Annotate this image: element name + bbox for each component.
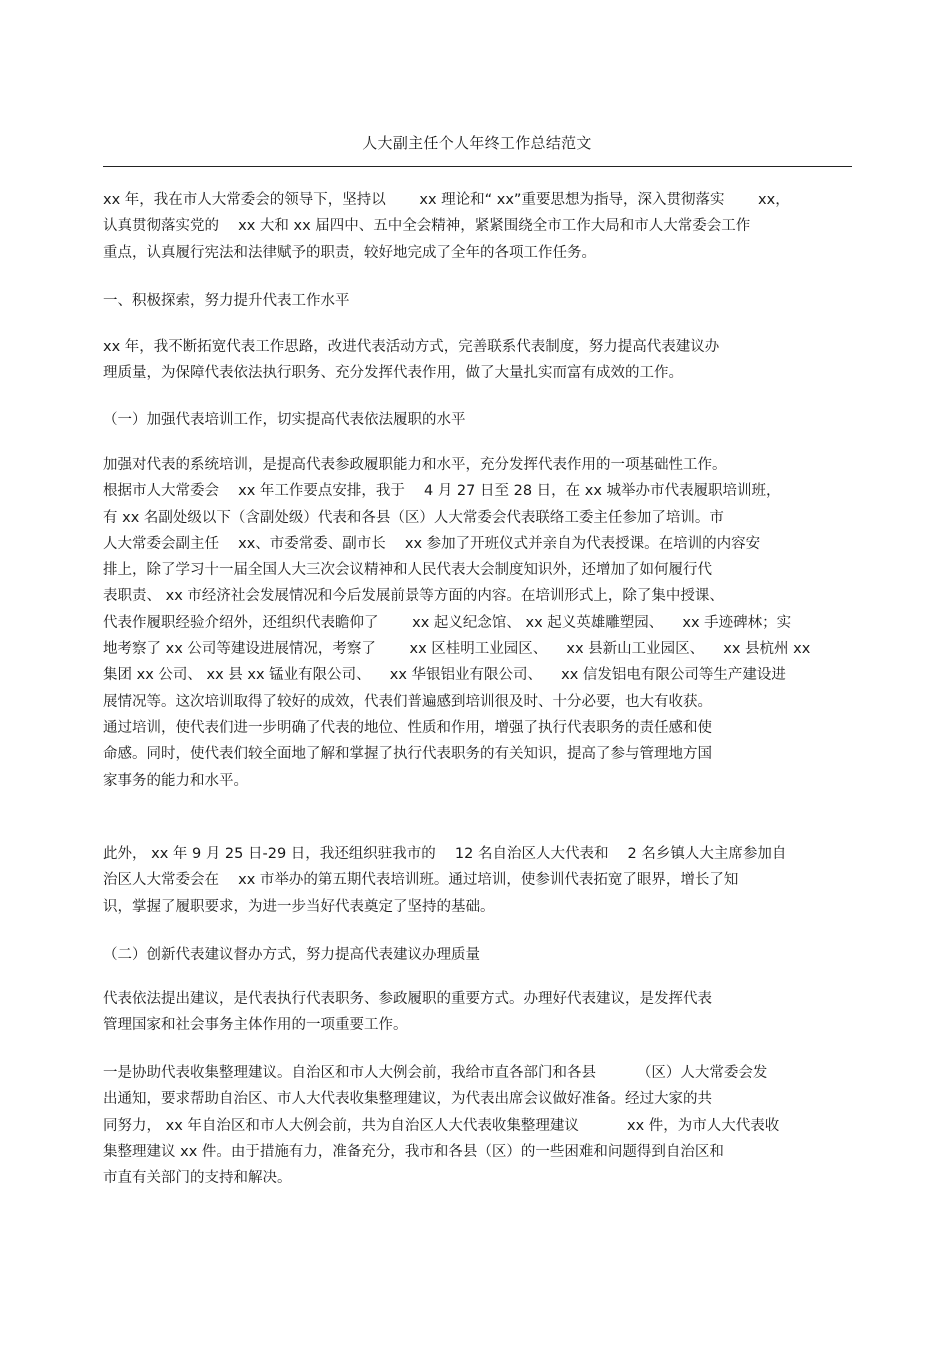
text-line: 治区人大常委会在 xx 市举办的第五期代表培训班。通过培训，使参训代表拓宽了眼界，增长了知 (103, 872, 739, 889)
text-line: xx 年，我不断拓宽代表工作思路，改进代表活动方式，完善联系代表制度，努力提高代表建议办 (103, 339, 720, 355)
paragraph-intro (103, 187, 790, 266)
paragraph-section-1-intro (103, 334, 719, 387)
text-line: 代表作履职经验介绍外，还组织代表瞻仰了 xx 起义纪念馆、 xx 起义英雄雕塑园、 xx 手迹碑林；实 (103, 614, 792, 631)
text-line: 有 xx 名副处级以下（含副处级）代表和各县（区）人大常委会代表联络工委主任参加了培训。市 (103, 509, 724, 526)
subsection-heading-1 (103, 407, 466, 433)
text-line: 集整理建议 xx 件。由于措施有力，准备充分，我市和各县（区）的一些困难和问题得到自治区和 (103, 1143, 724, 1160)
text-line: xx 年，我在市人大常委会的领导下，坚持以 xx 理论和“ xx”重要思想为指导，深入贯彻落实 xx， (103, 192, 790, 208)
text-line: 同努力， xx 年自治区和市人大例会前，共为自治区人大代表收集整理建议 xx 件，为市人大代表收 (103, 1117, 780, 1134)
text-line: 根据市人大常委会 xx 年工作要点安排，我于 4 月 27 日至 28 日，在 xx 城举办市代表履职培训班， (103, 483, 781, 500)
text-line: 认真贯彻落实党的 xx 大和 xx 届四中、五中全会精神，紧紧围绕全市工作大局和市人大常委会工作 (103, 218, 751, 235)
subsection-heading-2 (103, 942, 480, 968)
title-divider (103, 166, 852, 167)
text-line: 理质量，为保障代表依法执行职务、充分发挥代表作用，做了大量扎实而富有成效的工作。 (103, 365, 683, 382)
text-line: 出通知，要求帮助自治区、市人大代表收集整理建议，为代表出席会议做好准备。经过大家的共 (103, 1091, 712, 1108)
paragraph-collect-suggestions (103, 1060, 779, 1191)
text-line: 代表依法提出建议，是代表执行代表职务、参政履职的重要方式。办理好代表建议，是发挥代表 (103, 991, 712, 1007)
text-line: 通过培训，使代表们进一步明确了代表的地位、性质和作用，增强了执行代表职务的责任感和使 (103, 719, 712, 736)
paragraph-training (103, 452, 810, 794)
text-line: 人大常委会副主任 xx、市委常委、副市长 xx 参加了开班仪式并亲自为代表授课。在培训的内容安 (103, 535, 761, 552)
text-line: 一是协助代表收集整理建议。自治区和市人大例会前，我给市直各部门和各县 （区）人大常委会发 (103, 1065, 768, 1081)
text-line: 识，掌握了履职要求，为进一步当好代表奠定了坚持的基础。 (103, 898, 495, 915)
text-line: 家事务的能力和水平。 (103, 772, 248, 789)
text-line: 重点，认真履行宪法和法律赋予的职责，较好地完成了全年的各项工作任务。 (103, 244, 596, 261)
document-title: 人大副主任个人年终工作总结范文 (362, 134, 592, 152)
text-line: 一、积极探索，努力提升代表工作水平 (103, 293, 350, 309)
text-line: 表职责、 xx 市经济社会发展情况和今后发展前景等方面的内容。在培训形式上，除了集中授课、 (103, 588, 724, 605)
text-line: （一）加强代表培训工作，切实提高代表依法履职的水平 (103, 412, 466, 428)
text-line: 市直有关部门的支持和解决。 (103, 1170, 292, 1187)
paragraph-additional-training (103, 841, 786, 920)
text-line: 展情况等。这次培训取得了较好的成效，代表们普遍感到培训很及时、十分必要，也大有收获。 (103, 693, 712, 710)
text-line: 集团 xx 公司、 xx 县 xx 锰业有限公司、 xx 华银铝业有限公司、 xx 信发铝电有限公司等生产建设进 (103, 667, 786, 684)
text-line: 地考察了 xx 公司等建设进展情况，考察了 xx 区桂明工业园区、 xx 县新山工业园区、 xx 县杭州 xx (103, 641, 811, 658)
text-line: 管理国家和社会事务主体作用的一项重要工作。 (103, 1017, 408, 1034)
text-line: 此外， xx 年 9 月 25 日-29 日，我还组织驻我市的 12 名自治区人大代表和 2 名乡镇人大主席参加自 (103, 846, 787, 862)
text-line: 命感。同时，使代表们较全面地了解和掌握了执行代表职务的有关知识，提高了参与管理地方国 (103, 746, 712, 763)
text-line: 加强对代表的系统培训，是提高代表参政履职能力和水平，充分发挥代表作用的一项基础性工作。 (103, 457, 727, 473)
section-heading-1 (103, 288, 350, 314)
text-line: 排上，除了学习十一届全国人大三次会议精神和人民代表大会制度知识外，还增加了如何履行代 (103, 562, 712, 579)
text-line: （二）创新代表建议督办方式，努力提高代表建议办理质量 (103, 947, 480, 963)
paragraph-suggestions (103, 986, 712, 1039)
